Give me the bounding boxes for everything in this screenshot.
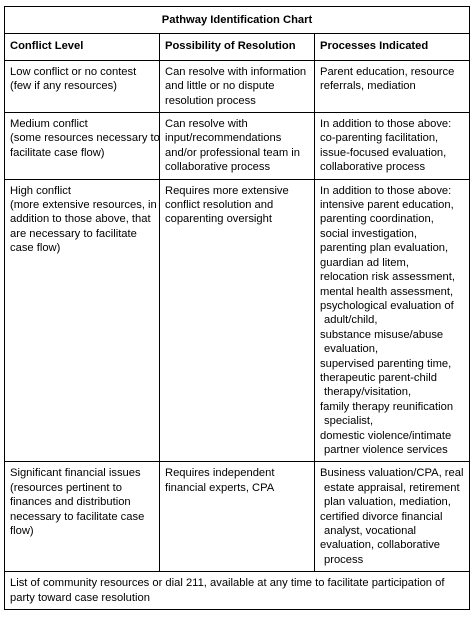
cell-line: intensive parent education, [320,199,454,212]
cell-line: and little or no dispute [165,80,275,93]
column-header-possibility-of-resolution: Possibility of Resolution [160,34,315,60]
cell-line: Requires independent [165,467,275,480]
cell-line: (more extensive resources, in [10,199,157,212]
cell-line: adult/child, [324,314,378,327]
cell-line: social investigation, [320,227,418,240]
cell-line: input/recommendations [165,132,282,145]
cell-line: co-parenting facilitation, [320,132,439,145]
table-row [5,60,470,112]
cell-line: therapeutic parent-child [320,371,437,384]
cell-line: are necessary to facilitate [10,227,137,240]
resolution-cell [160,60,315,112]
cell-line: case flow) [10,242,61,255]
footer-row [5,572,470,610]
footer-line: party toward case resolution [10,591,150,604]
cell-line: therapy/visitation, [324,386,412,399]
cell-line: Medium conflict [10,118,88,131]
cell-line: Parent education, resource [320,65,455,78]
cell-line: facilitate case flow) [10,146,105,159]
column-header-conflict-level: Conflict Level [5,34,160,60]
cell-line: analyst, vocational [324,525,417,537]
cell-line: Requires more extensive [165,184,289,197]
table-row [5,113,470,180]
title-row [5,7,470,34]
conflict-level-cell [5,60,160,112]
cell-line: finances and distribution [10,496,131,509]
cell-line: parenting coordination, [320,213,434,226]
cell-line: collaborative process [320,161,426,174]
column-header-processes-indicated: Processes Indicated [315,34,470,60]
cell-line: resolution process [165,94,256,107]
processes-cell [315,60,470,112]
cell-line: evaluation, collaborative [320,539,441,552]
cell-line: (few if any resources) [10,80,117,93]
cell-line: conflict resolution and [165,199,274,212]
cell-line: In addition to those above: [320,118,452,131]
cell-line: substance misuse/abuse [320,328,444,341]
processes-cell [315,113,470,180]
conflict-level-cell [5,113,160,180]
cell-line: parenting plan evaluation, [320,242,449,255]
cell-line: Can resolve with information [165,65,307,78]
footer-note [5,572,470,610]
table-row [5,179,470,462]
processes-cell [315,179,470,462]
cell-line: Can resolve with [165,118,248,131]
cell-line: Business valuation/CPA, real [320,467,464,480]
cell-line: estate appraisal, retirement [324,481,460,494]
cell-line: Low conflict or no contest [10,65,137,78]
cell-line: plan valuation, mediation, [324,496,451,509]
processes-cell [315,462,470,572]
cell-line: guardian ad litem, [320,256,409,269]
resolution-cell [160,462,315,572]
cell-line: and/or professional team in [165,146,300,159]
cell-line: psychological evaluation of [320,299,454,312]
cell-line: (resources pertinent to [10,481,122,494]
cell-line: referrals, mediation [320,80,416,93]
cell-line: process [324,553,364,566]
cell-line: In addition to those above: [320,184,452,197]
cell-line: flow) [10,525,34,537]
header-row [5,34,470,60]
cell-line: addition to those above, that [10,213,151,226]
table-body [5,60,470,571]
cell-line: High conflict [10,184,71,197]
conflict-level-cell [5,462,160,572]
cell-line: mental health assessment, [320,285,454,298]
cell-line: specialist, [324,415,374,428]
table-row [5,462,470,572]
cell-line: financial experts, CPA [165,481,275,494]
cell-line: (some resources necessary to [10,132,160,145]
cell-line: collaborative process [165,161,271,174]
cell-line: partner violence services [324,443,448,456]
cell-line: relocation risk assessment, [320,271,455,284]
conflict-level-cell [5,179,160,462]
resolution-cell [160,179,315,462]
pathway-identification-chart [4,6,470,610]
cell-line: necessary to facilitate case [10,510,145,523]
cell-line: certified divorce financial [320,510,443,523]
cell-line: evaluation, [324,343,379,356]
cell-line: supervised parenting time, [320,357,452,370]
cell-line: domestic violence/intimate [320,429,452,442]
footer-line: List of community resources or dial 211, available at any time to facilitate participation of [10,577,445,590]
cell-line: issue-focused evaluation, [320,146,447,159]
resolution-cell [160,113,315,180]
chart-title: Pathway Identification Chart [5,7,470,34]
cell-line: coparenting oversight [165,213,272,226]
cell-line: Significant financial issues [10,467,141,480]
cell-line: family therapy reunification [320,400,454,413]
